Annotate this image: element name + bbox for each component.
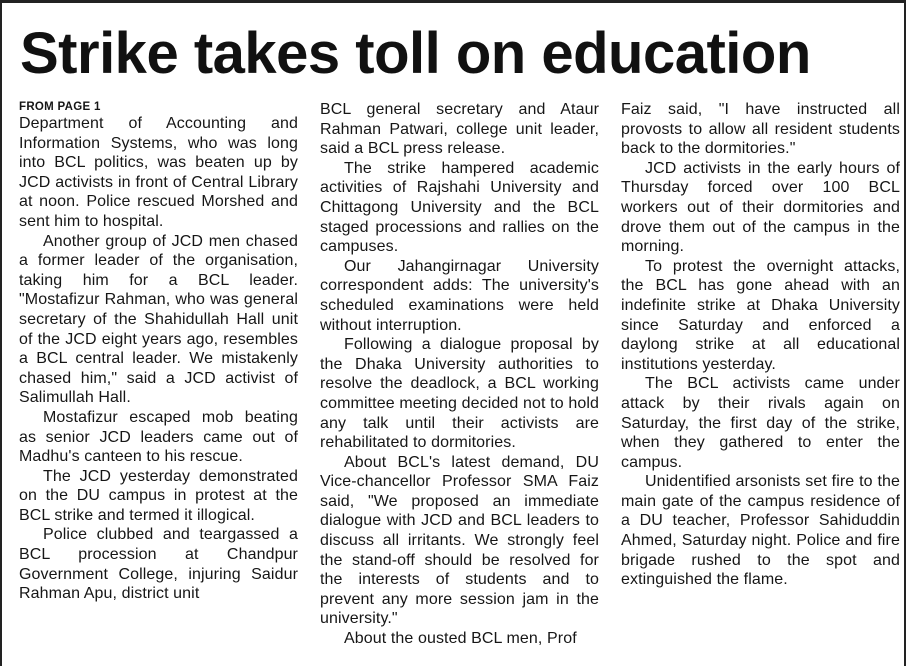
article-column-2: [320, 100, 599, 649]
paragraph: BCL general secretary and Ataur Rahman Patwari, college unit leader, said a BCL press release.: [320, 101, 599, 158]
paragraph: Another group of JCD men chased a former leader of the organisation, taking him for a BCL leader. "Mostafizur Rahman, who was general secretary of the Shahidullah Hall unit of the JCD eight years ago, resembles a BCL central leader. We mistakenly chased him," said a JCD activist of Salimullah Hall.: [19, 232, 298, 407]
paragraph: The strike hampered academic activities of Rajshahi University and Chittagong University and the BCL staged processions and rallies on the campuses.: [320, 159, 599, 256]
headline: Strike takes toll on education: [20, 21, 811, 86]
paragraph: Department of Accounting and Information Systems, who was long into BCL politics, was beaten up by JCD activists in front of Central Library at noon. Police rescued Morshed and sent him to hospital.: [19, 115, 298, 230]
paragraph: Unidentified arsonists set fire to the main gate of the campus residence of a DU teacher, Professor Sahiduddin Ahmed, Saturday night. Police and fire brigade rushed to the spot and extinguished the flame.: [621, 473, 900, 589]
paragraph: Police clubbed and teargassed a BCL procession at Chandpur Government College, injuring Saidur Rahman Apu, district unit: [19, 526, 298, 603]
continuation-kicker: FROM PAGE 1: [19, 101, 101, 113]
paragraph: Faiz said, "I have instructed all provosts to allow all resident students back to the dormitories.": [621, 101, 900, 158]
paragraph: The BCL activists came under attack by their rivals again on Saturday, the first day of the strike, when they gathered to enter the campus.: [621, 375, 900, 471]
paragraph: The JCD yesterday demonstrated on the DU campus in protest at the BCL strike and termed it illogical.: [19, 467, 298, 524]
article-column-1: [19, 100, 298, 604]
paragraph: Following a dialogue proposal by the Dhaka University authorities to resolve the deadlock, a BCL working committee meeting decided not to hold any talk until their activists are rehabilitated to dormitories.: [320, 336, 599, 452]
paragraph: To protest the overnight attacks, the BCL has gone ahead with an indefinite strike at Dhaka University since Saturday and enforced a daylong strike at all educational institutions yesterday.: [621, 257, 900, 373]
paragraph: JCD activists in the early hours of Thursday forced over 100 BCL workers out of their dormitories and drove them out of the campus in the morning.: [621, 159, 900, 256]
paragraph: About the ousted BCL men, Prof: [344, 630, 577, 648]
paragraph: About BCL's latest demand, DU Vice-chancellor Professor SMA Faiz said, "We proposed an immediate dialogue with JCD and BCL leaders to discuss all irritants. We strongly feel the stand-off should be resolved for the interests of students and to prevent any more session jam in the university.": [320, 453, 599, 628]
paragraph: Mostafizur escaped mob beating as senior JCD leaders came out of Madhu's canteen to his rescue.: [19, 408, 298, 466]
article-column-3: [621, 100, 900, 590]
paragraph: Our Jahangirnagar University correspondent adds: The university's scheduled examinations were held without interruption.: [320, 257, 599, 334]
